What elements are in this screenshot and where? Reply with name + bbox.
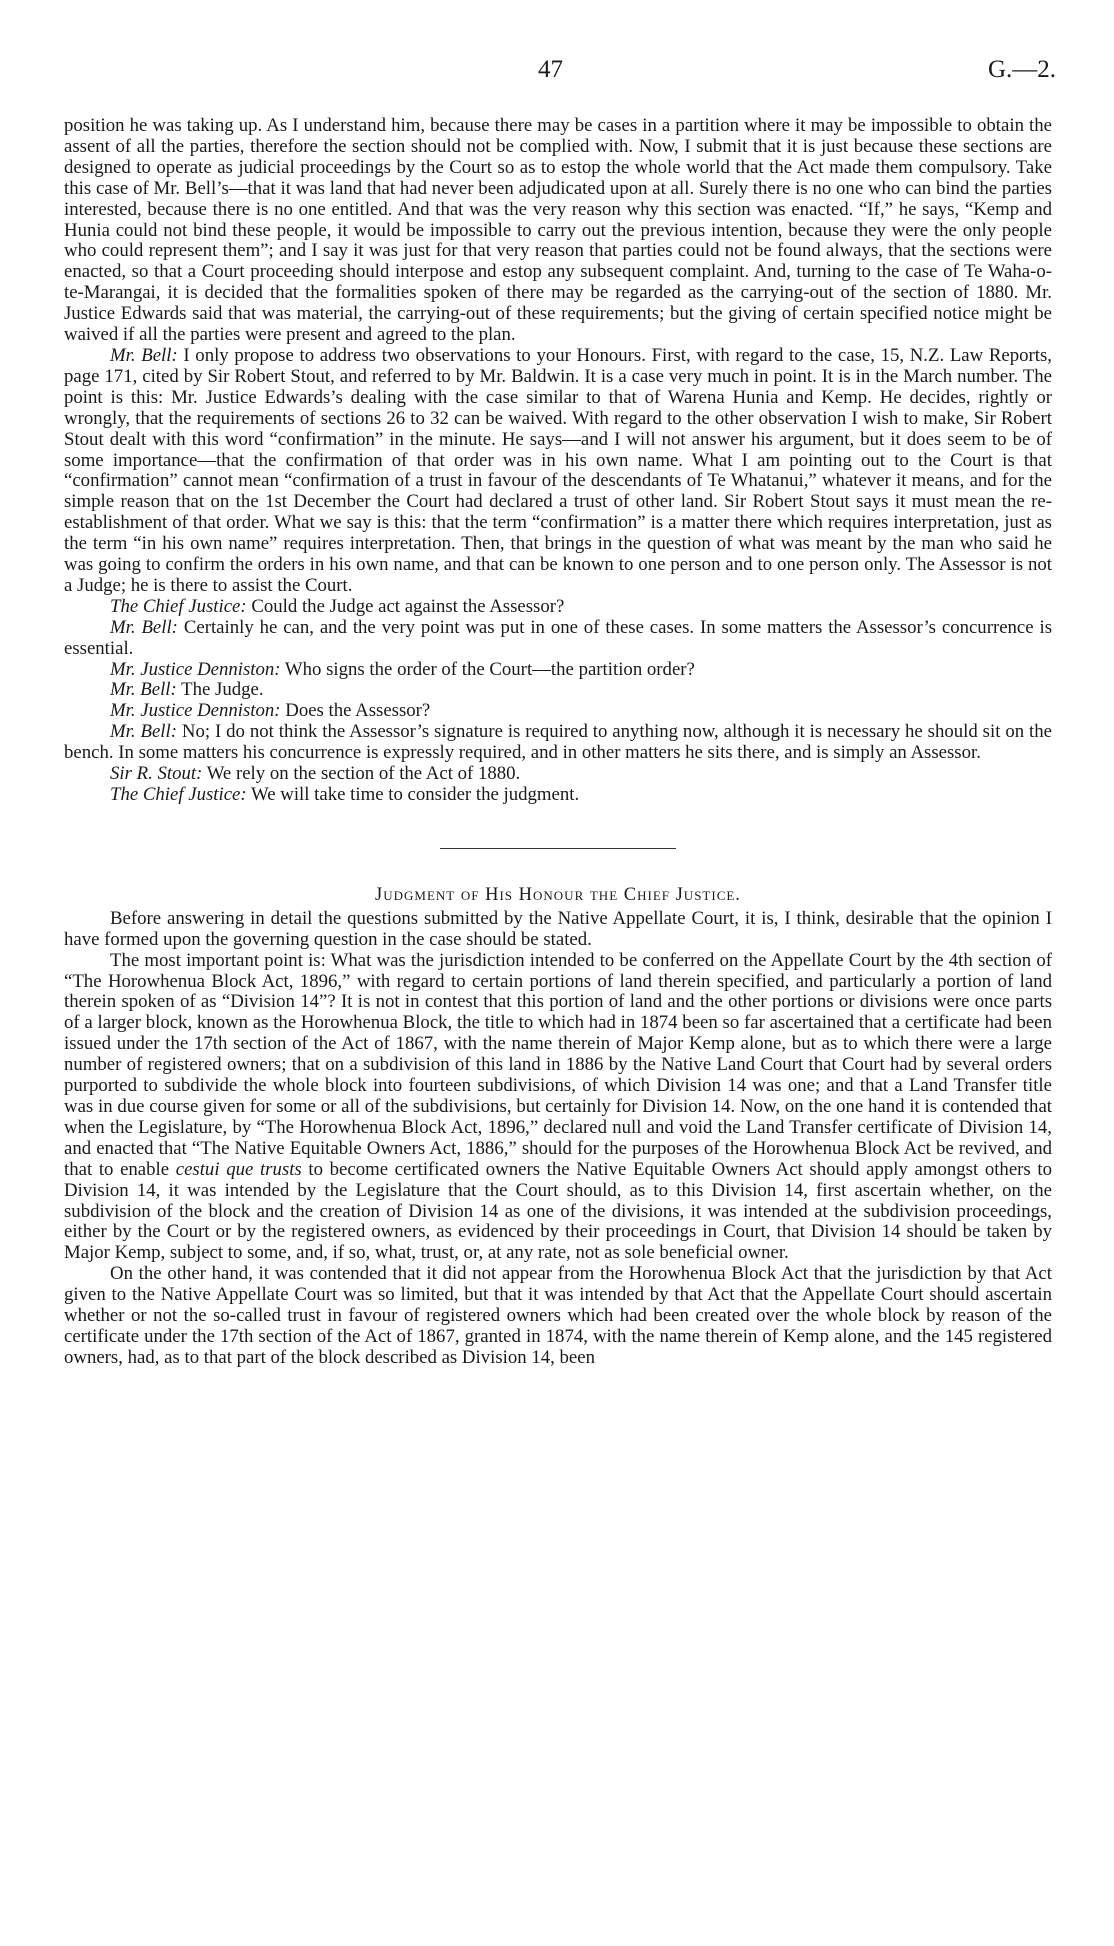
judgment-paragraph <box>64 951 1052 1265</box>
speech-text: Who signs the order of the Court—the partition order? <box>280 658 695 680</box>
speaker-name: Mr. Bell: <box>110 721 177 743</box>
document-code: G.—2. <box>987 56 1056 83</box>
speaker-name: Sir R. Stout: <box>110 763 203 785</box>
judgment-heading: Judgment of His Honour the Chief Justice. <box>375 884 741 905</box>
judgment-paragraph: On the other hand, it was contended that it did not appear from the Horowhenua Block Act that the jurisdiction by that Act given to the Native Appellate Court was so limited, but that it was intended by that Act that the Appellate Court should ascertain whether or not the so-called trust in favour of registered owners which had been created over the whole block by reason of the certificate under the 17th section of the Act of 1867, granted in 1874, with the name therein of Kemp alone, and the 145 registered owners, had, as to that part of the block described as Division 14, been <box>64 1263 1052 1368</box>
speaker-name: Mr. Justice Denniston: <box>110 658 281 680</box>
paragraph-continuation: position he was taking up. As I understand him, because there may be cases in a partition where it may be impossible to obtain the assent of all the parties, therefore the section should not be complied with. Now, I submit that it is just because these sections are designed to operate as judicial proceedings by the Court so as to estop the whole world that the Act made them compulsory. Take this case of Mr. Bell’s—that it was land that had never been adjudicated upon at all. Surely there is no one who can bind the parties interested, because there is no one entitled. And that was the very reason why this section was enacted. “If,” he says, “Kemp and Hunia could not bind these people, it would be impossible to carry out the previous intention, because they were the only people who could represent them”; and I say it was just for that very reason that parties could not be found always, that the sections were enacted, so that a Court proceeding should interpose and estop any subsequent complaint. And, turning to the case of Te Waha-o-te-Marangai, it is decided that the formalities spoken of there may be regarded as the carrying-out of the section of 1880. Mr. Justice Edwards said that was material, the carrying-out of these requirements; but the giving of certain specified notice might be waived if all the parties were present and agreed to the plan. <box>64 115 1052 346</box>
dialogue-line <box>64 346 1052 597</box>
section-divider <box>440 848 676 849</box>
speaker-name: Mr. Bell: <box>110 344 178 366</box>
judgment-paragraph: Before answering in detail the questions submitted by the Native Appellate Court, it is, I think, desirable that the opinion I have formed upon the governing question in the case should be stated. <box>64 907 1052 950</box>
judgment-text: to become certificated owners the Native Equitable Owners Act should apply amongst others to Division 14, it was intended by the Legislature that the Court should, as to this Division 14, first ascertain whether, on the subdivision of the block and the creation of Division 14 as one of the divisions, it was intended at the subdivision proceedings, either by the Court or by the registered owners, as evidenced by their proceedings in Court, that Division 14 should be taken by Major Kemp, subject to some, and, if so, what, trust, or, at any rate, not as sole beneficial owner. <box>64 1158 1052 1264</box>
speaker-name: Mr. Bell: <box>110 679 177 701</box>
dialogue-line <box>64 597 1052 618</box>
dialogue-line <box>64 764 1052 785</box>
page-number: 47 <box>538 56 563 83</box>
dialogue-line <box>64 680 1052 701</box>
dialogue-line <box>64 722 1052 764</box>
speech-text: Certainly he can, and the very point was put in one of these cases. In some matters the Assessor’s concurrence is essential. <box>64 616 1053 659</box>
speech-text: I only propose to address two observations to your Honours. First, with regard to the case, 15, N.Z. Law Reports, page 171, cited by Sir Robert Stout, and referred to by Mr. Baldwin. It is a case very much in point. It is in the March number. The point is this: Mr. Justice Edwards’s dealing with the case similar to that of Warena Hunia and Kemp. He decides, rightly or wrongly, that the requirements of sections 26 to 32 can be waived. With regard to the other observation I wish to make, Sir Robert Stout dealt with this word “confirmation” in the minute. He says—and I will not answer his argument, but it does seem to be of some importance—that the confirmation of that order was in his own name. What I am pointing out to the Court is that “confirmation” cannot mean “confirmation of a trust in favour of the descendants of Te Whatanui,” whatever it means, and for the simple reason that on the 1st December the Court had declared a trust of other land. Sir Robert Stout says it must mean the re-establishment of that order. What we say is this: that the term “confirmation” is a matter there which requires interpretation, just as the term “in his own name” requires interpretation. Then, that brings in the question of what was meant by the man who said he was going to confirm the orders in his own name, and that can be known to one person and to one person only. The Assessor is not a Judge; he is there to assist the Court. <box>64 344 1052 596</box>
speech-text: Could the Judge act against the Assessor? <box>246 595 565 617</box>
speech-text: No; I do not think the Assessor’s signature is required to anything now, although it is necessary he should sit on the bench. In some matters his concurrence is expressly required, and in other matters he sits there, and is simply an Assessor. <box>64 721 1052 764</box>
speech-text: We will take time to consider the judgment. <box>246 784 580 805</box>
speech-text: The Judge. <box>176 679 264 701</box>
dialogue-line <box>64 618 1052 660</box>
speech-text: We rely on the section of the Act of 1880. <box>202 763 521 785</box>
speaker-name: The Chief Justice: <box>110 595 247 617</box>
speaker-name: The Chief Justice: <box>110 784 247 805</box>
page-header <box>0 56 1114 96</box>
dialogue-line <box>64 701 1052 722</box>
judgment-text: The most important point is: What was the jurisdiction intended to be conferred on the Appellate Court by the 4th section of “The Horowhenua Block Act, 1896,” with regard to certain portions of land therein specified, and particularly a portion of land therein spoken of as “Division 14”? It is not in contest that this portion of land and the other portions or divisions were once parts of a larger block, known as the Horowhenua Block, the title to which had in 1874 been so far ascertained that a certificate had been issued under the 17th section of the Act of 1867, with the name therein of Major Kemp alone, but as to which there were a large number of registered owners; that on a subdivision of this land in 1886 by the Native Land Court that Court had by several orders purported to subdivide the whole block into fourteen subdivisions, of which Division 14 was one; and that a Land Transfer title was in due course given for some or all of the subdivisions, but certainly for Division 14. Now, on the one hand it is contended that when the Legislature, by “The Horowhenua Block Act, 1896,” declared null and void the Land Transfer certificate of Division 14, and enacted that “The Native Equitable Owners Act, 1886,” should for the purposes of the Horowhenua Block Act be revived, and that to enable <box>64 949 1052 1180</box>
dialogue-line <box>64 660 1052 681</box>
document-body <box>64 116 1052 1369</box>
speaker-name: Mr. Justice Denniston: <box>110 700 281 722</box>
speaker-name: Mr. Bell: <box>110 616 178 638</box>
speech-text: Does the Assessor? <box>280 700 431 722</box>
dialogue-line <box>64 785 1052 806</box>
judgment-italic-term: cestui que trusts <box>175 1158 302 1180</box>
